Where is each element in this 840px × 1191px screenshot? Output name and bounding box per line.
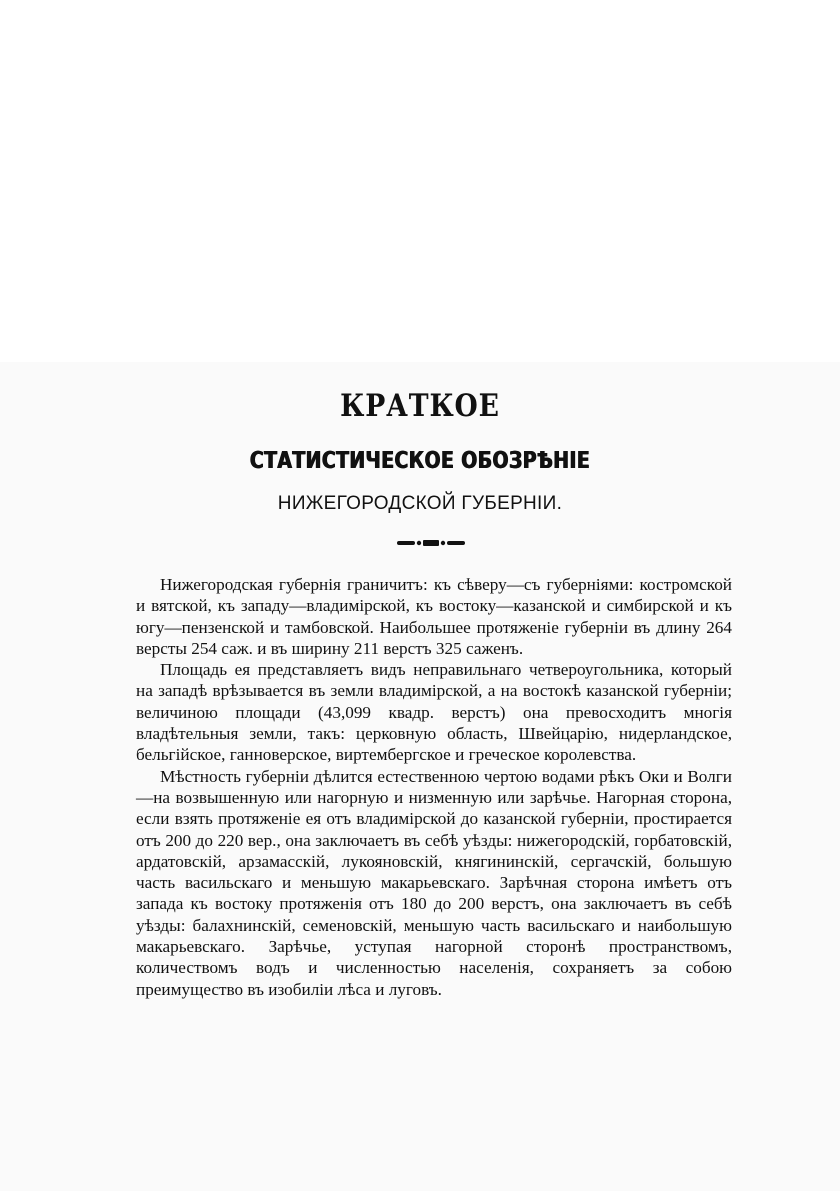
paragraph-area: Площадь ея представляетъ видъ неправильнаго четвероугольника, который на западѣ врѣзывается въ земли владимірской, а на востокѣ казанской губерніи; величиною площади (43,099 квадр. верстъ) она превосходитъ многія владѣтельныя земли, такъ: церковную область, Швейцарію, нидерландское, бельгійское, ганноверское, виртембергское и греческое королевства. [136,660,732,765]
blank-top-area [0,0,840,362]
title-subtitle: СТАТИСТИЧЕСКОЕ ОБОЗРѢНІЕ [249,448,591,474]
paragraph-borders: Нижегородская губернія граничитъ: къ сѣверу—съ губерніями: костромской и вятской, къ западу—владимірской, къ востоку—казанской и симбирской и къ югу—пензенской и тамбовской. Наибольшее протяженіе губерніи въ длину 264 версты 254 саж. и въ ширину 211 верстъ 325 саженъ. [136,575,732,658]
paragraph-terrain: Мѣстность губерніи дѣлится естественною чертою водами рѣкъ Оки и Волги—на возвышенную или нагорную и низменную или зарѣчье. Нагорная сторона, если взять протяженіе ея отъ владимірской до казанской губерніи, простирается отъ 200 до 220 вер., она заключаетъ въ себѣ уѣзды: нижегородскій, горбатовскій, ардатовскій, арзамасскій, лукояновскій, княгининскій, сергачскій, большую часть васильскаго и меньшую макарьевскаго. Зарѣчная сторона имѣетъ отъ запада къ востоку протяженія отъ 180 до 200 верстъ, она заключаетъ въ себѣ уѣзды: балахнинскій, семеновскій, меньшую часть васильскаго и наибольшую макарьевскаго. Зарѣчье, уступая нагорной сторонѣ пространствомъ, количествомъ водъ и численностью населенія, сохраняетъ за собою преимущество въ изобиліи лѣса и луговъ. [136,766,732,999]
ornament-divider-icon [396,538,466,548]
title-main: КРАТКОЕ [340,388,500,424]
body-text [136,574,732,1000]
title-region: НИЖЕГОРОДСКОЙ ГУБЕРНІИ. [277,493,563,514]
